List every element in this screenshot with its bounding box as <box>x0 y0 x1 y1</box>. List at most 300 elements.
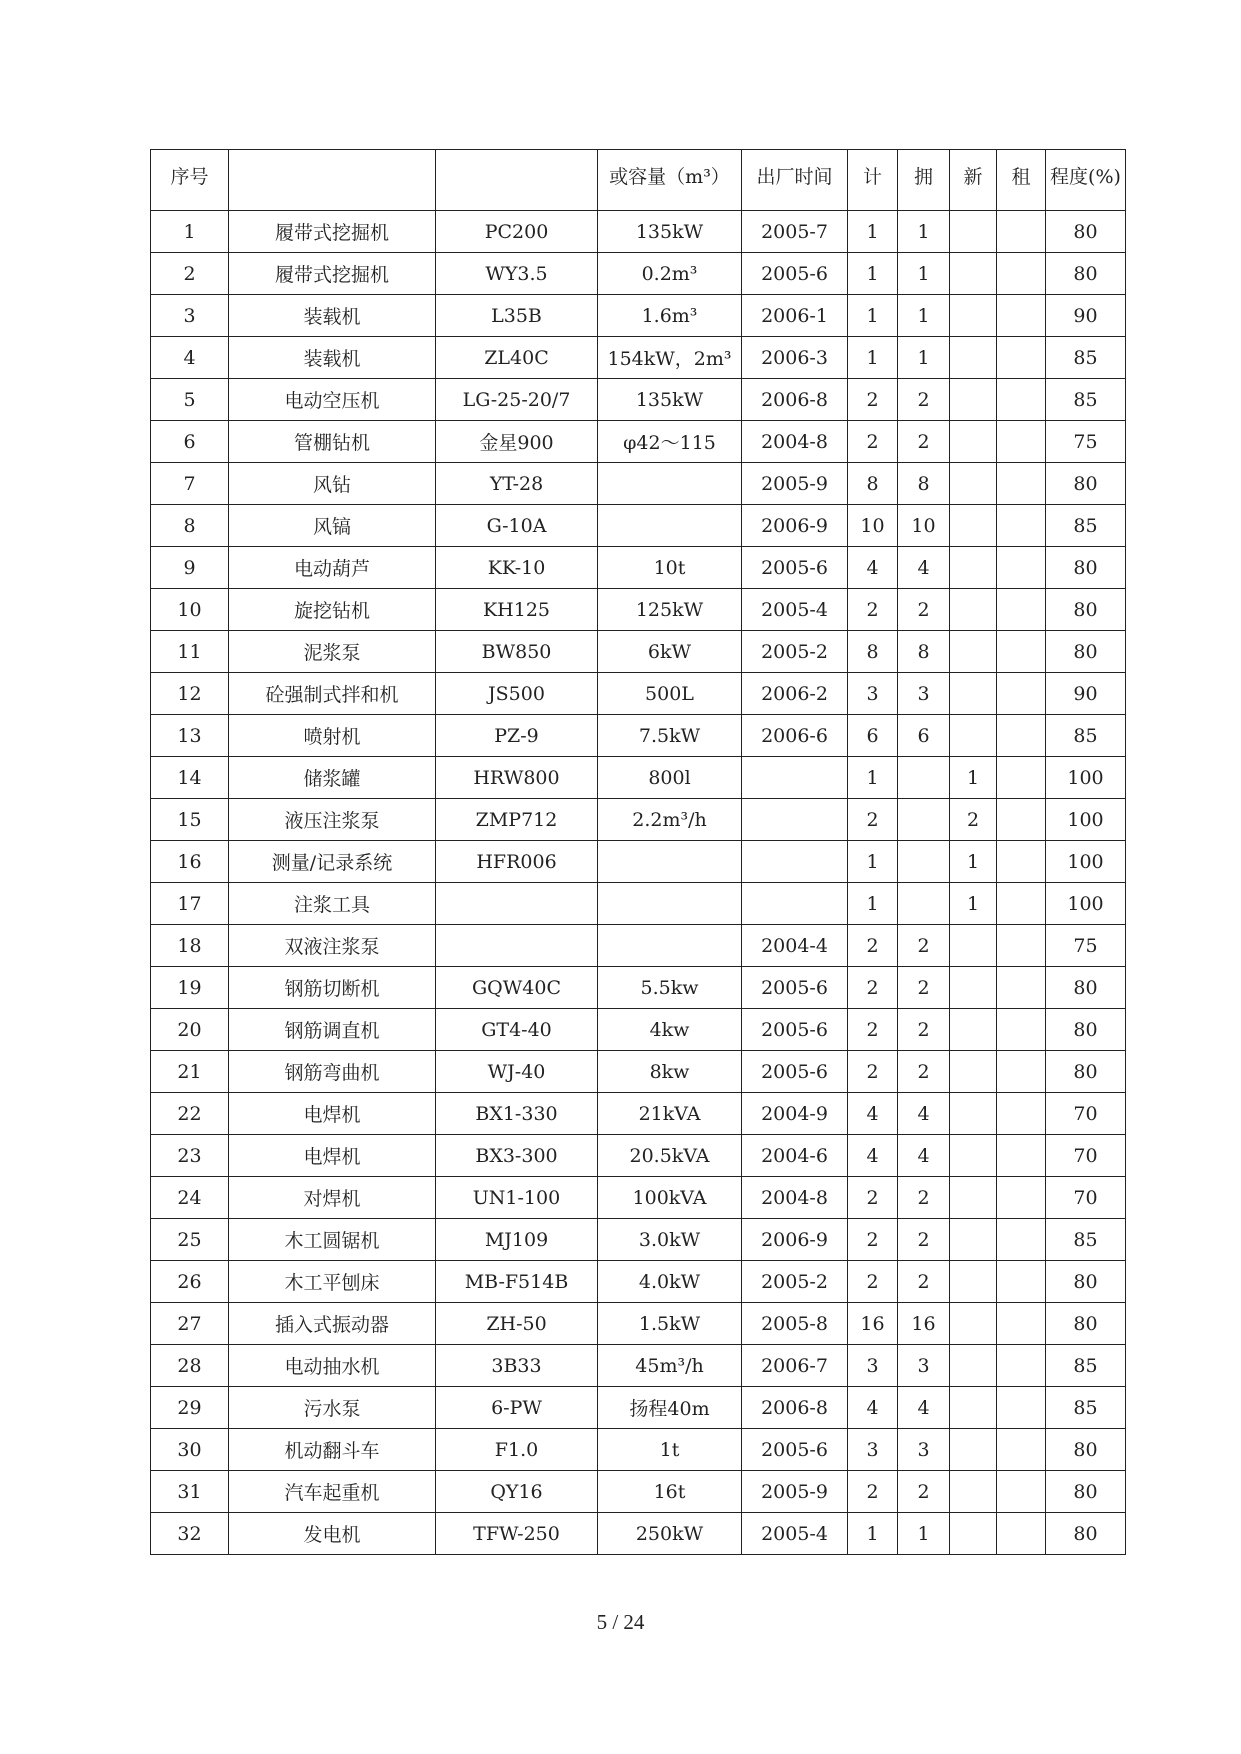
table-cell: 10 <box>848 505 898 547</box>
table-cell: 25 <box>151 1219 229 1261</box>
table-cell: 85 <box>1046 1387 1126 1429</box>
table-cell <box>742 799 848 841</box>
header-cell: 计 <box>848 150 898 211</box>
table-cell: 1 <box>898 253 950 295</box>
header-cell: 或容量（m³） <box>598 150 742 211</box>
table-cell <box>997 925 1046 967</box>
table-cell: BX3-300 <box>436 1135 598 1177</box>
table-cell: 5.5kw <box>598 967 742 1009</box>
table-cell: 2006-9 <box>742 1219 848 1261</box>
table-cell <box>997 211 1046 253</box>
table-cell: 2005-4 <box>742 1513 848 1555</box>
table-cell <box>950 1303 997 1345</box>
table-cell <box>997 1513 1046 1555</box>
header-cell: 出厂时间 <box>742 150 848 211</box>
table-cell: 10 <box>898 505 950 547</box>
table-cell: 汽车起重机 <box>229 1471 436 1513</box>
table-cell: 6 <box>848 715 898 757</box>
table-cell: 1 <box>950 841 997 883</box>
table-cell: 1 <box>898 211 950 253</box>
table-cell: 4 <box>848 1093 898 1135</box>
table-cell: 80 <box>1046 589 1126 631</box>
table-cell: 2 <box>898 1177 950 1219</box>
table-cell: 250kW <box>598 1513 742 1555</box>
table-cell: 5 <box>151 379 229 421</box>
table-cell <box>598 463 742 505</box>
table-cell <box>950 673 997 715</box>
table-cell: 23 <box>151 1135 229 1177</box>
table-cell: 砼强制式拌和机 <box>229 673 436 715</box>
table-cell <box>898 883 950 925</box>
table-cell: 1 <box>848 211 898 253</box>
table-cell: 4 <box>898 1135 950 1177</box>
table-cell: 注浆工具 <box>229 883 436 925</box>
table-cell: ZMP712 <box>436 799 598 841</box>
table-cell: 90 <box>1046 673 1126 715</box>
table-cell: 80 <box>1046 547 1126 589</box>
table-cell: 80 <box>1046 1471 1126 1513</box>
table-cell: 80 <box>1046 253 1126 295</box>
table-cell: 2 <box>898 1471 950 1513</box>
table-cell: 履带式挖掘机 <box>229 211 436 253</box>
table-cell: 2005-6 <box>742 547 848 589</box>
table-cell: 800l <box>598 757 742 799</box>
table-cell: 80 <box>1046 1429 1126 1471</box>
table-cell: 2004-6 <box>742 1135 848 1177</box>
table-cell <box>598 505 742 547</box>
header-cell: 序号 <box>151 150 229 211</box>
table-cell: 4 <box>848 547 898 589</box>
table-row <box>151 1261 1126 1303</box>
table-cell: 钢筋调直机 <box>229 1009 436 1051</box>
table-cell: 2 <box>898 589 950 631</box>
table-cell <box>997 757 1046 799</box>
table-cell: 测量/记录系统 <box>229 841 436 883</box>
table-cell: 履带式挖掘机 <box>229 253 436 295</box>
table-body <box>151 211 1126 1555</box>
header-cell <box>436 150 598 211</box>
table-cell: 2 <box>898 1051 950 1093</box>
table-cell <box>950 1387 997 1429</box>
table-cell: 2 <box>848 589 898 631</box>
table-cell <box>997 1135 1046 1177</box>
table-cell: 1 <box>848 337 898 379</box>
table-cell: 4.0kW <box>598 1261 742 1303</box>
table-cell: QY16 <box>436 1471 598 1513</box>
table-cell <box>997 421 1046 463</box>
table-cell: 2005-2 <box>742 1261 848 1303</box>
table-cell <box>436 883 598 925</box>
table-cell <box>898 799 950 841</box>
table-cell: 6kW <box>598 631 742 673</box>
table-cell: 1.5kW <box>598 1303 742 1345</box>
table-cell: 500L <box>598 673 742 715</box>
table-cell: 80 <box>1046 211 1126 253</box>
table-row <box>151 505 1126 547</box>
table-cell: UN1-100 <box>436 1177 598 1219</box>
table-cell: 风镐 <box>229 505 436 547</box>
table-cell: 2 <box>848 799 898 841</box>
table-cell: 1t <box>598 1429 742 1471</box>
table-cell: 电焊机 <box>229 1093 436 1135</box>
table-cell <box>950 463 997 505</box>
table-cell: 85 <box>1046 505 1126 547</box>
table-cell: 4 <box>848 1387 898 1429</box>
table-cell <box>997 505 1046 547</box>
table-cell <box>950 379 997 421</box>
table-cell: 2006-8 <box>742 1387 848 1429</box>
table-row <box>151 589 1126 631</box>
table-cell: 12 <box>151 673 229 715</box>
table-cell: 储浆罐 <box>229 757 436 799</box>
table-cell: 2004-9 <box>742 1093 848 1135</box>
table-row <box>151 799 1126 841</box>
table-cell: 2 <box>950 799 997 841</box>
table-cell <box>436 925 598 967</box>
table-cell: 2 <box>848 1177 898 1219</box>
table-cell: 泥浆泵 <box>229 631 436 673</box>
table-cell: 30 <box>151 1429 229 1471</box>
table-cell: 3 <box>848 673 898 715</box>
table-cell <box>997 1387 1046 1429</box>
table-cell: 4 <box>898 1093 950 1135</box>
table-cell <box>742 841 848 883</box>
table-row <box>151 211 1126 253</box>
table-cell: 100 <box>1046 841 1126 883</box>
table-cell: 2 <box>848 1219 898 1261</box>
table-cell: 1 <box>898 337 950 379</box>
table-cell <box>997 1177 1046 1219</box>
table-cell <box>997 1345 1046 1387</box>
table-cell: WY3.5 <box>436 253 598 295</box>
table-cell: 2004-4 <box>742 925 848 967</box>
table-cell <box>997 253 1046 295</box>
table-cell: φ42～115 <box>598 421 742 463</box>
table-cell: 2 <box>848 1051 898 1093</box>
table-cell: 2004-8 <box>742 421 848 463</box>
table-cell <box>997 337 1046 379</box>
table-cell: 装载机 <box>229 337 436 379</box>
table-cell: 4 <box>898 1387 950 1429</box>
table-cell: 10t <box>598 547 742 589</box>
table-cell <box>950 589 997 631</box>
table-cell: 154kW，2m³ <box>598 337 742 379</box>
header-cell: 新 <box>950 150 997 211</box>
table-cell: 13 <box>151 715 229 757</box>
table-cell: PC200 <box>436 211 598 253</box>
table-row <box>151 1219 1126 1261</box>
table-cell <box>598 883 742 925</box>
table-cell: 污水泵 <box>229 1387 436 1429</box>
table-cell: 4 <box>898 547 950 589</box>
table-cell <box>997 1051 1046 1093</box>
page-number: 5 / 24 <box>596 1610 645 1634</box>
table-cell: 85 <box>1046 337 1126 379</box>
table-cell: HFR006 <box>436 841 598 883</box>
table-cell: 3B33 <box>436 1345 598 1387</box>
table-cell: 2 <box>898 925 950 967</box>
table-cell: 电动葫芦 <box>229 547 436 589</box>
table-cell: 100 <box>1046 883 1126 925</box>
table-cell: 2005-6 <box>742 967 848 1009</box>
table-row <box>151 1387 1126 1429</box>
table-cell: 80 <box>1046 1261 1126 1303</box>
table-cell: 80 <box>1046 631 1126 673</box>
table-row <box>151 337 1126 379</box>
table-cell: 2006-1 <box>742 295 848 337</box>
table-row <box>151 1009 1126 1051</box>
table-cell: 75 <box>1046 421 1126 463</box>
table-cell <box>997 463 1046 505</box>
table-cell: 100 <box>1046 757 1126 799</box>
table-cell: 8 <box>848 463 898 505</box>
table-cell <box>950 1471 997 1513</box>
table-cell <box>997 1303 1046 1345</box>
table-cell: 21 <box>151 1051 229 1093</box>
table-cell: 2005-6 <box>742 1429 848 1471</box>
table-cell <box>898 841 950 883</box>
table-row <box>151 673 1126 715</box>
table-cell <box>950 547 997 589</box>
table-cell: 2 <box>898 1261 950 1303</box>
table-row <box>151 1051 1126 1093</box>
table-cell: 2005-4 <box>742 589 848 631</box>
table-cell: WJ-40 <box>436 1051 598 1093</box>
table-cell: 18 <box>151 925 229 967</box>
table-cell: 26 <box>151 1261 229 1303</box>
table-cell: 双液注浆泵 <box>229 925 436 967</box>
table-cell: 2005-6 <box>742 1051 848 1093</box>
table-cell <box>997 1429 1046 1471</box>
table-row <box>151 1471 1126 1513</box>
table-cell: 管棚钻机 <box>229 421 436 463</box>
table-cell: 16 <box>898 1303 950 1345</box>
table-cell <box>997 547 1046 589</box>
table-cell: 4kw <box>598 1009 742 1051</box>
table-cell: MB-F514B <box>436 1261 598 1303</box>
table-cell <box>950 1051 997 1093</box>
table-cell: 80 <box>1046 1051 1126 1093</box>
table-cell: BX1-330 <box>436 1093 598 1135</box>
table-cell: 2006-8 <box>742 379 848 421</box>
table-cell: 29 <box>151 1387 229 1429</box>
table-cell: 16 <box>848 1303 898 1345</box>
table-cell: MJ109 <box>436 1219 598 1261</box>
table-cell <box>997 967 1046 1009</box>
table-cell: 1 <box>950 757 997 799</box>
table-cell: 15 <box>151 799 229 841</box>
table-cell: 22 <box>151 1093 229 1135</box>
table-cell: GT4-40 <box>436 1009 598 1051</box>
table-cell: 135kW <box>598 379 742 421</box>
table-cell: 70 <box>1046 1135 1126 1177</box>
table-cell: 17 <box>151 883 229 925</box>
table-cell: 135kW <box>598 211 742 253</box>
table-cell: 2006-3 <box>742 337 848 379</box>
table-cell: 2006-2 <box>742 673 848 715</box>
table-cell <box>950 253 997 295</box>
header-cell: 拥 <box>898 150 950 211</box>
table-cell: 3 <box>848 1345 898 1387</box>
table-cell: 8 <box>898 463 950 505</box>
table-cell: 电动空压机 <box>229 379 436 421</box>
table-row <box>151 1177 1126 1219</box>
table-cell <box>950 337 997 379</box>
table-cell: 90 <box>1046 295 1126 337</box>
table-cell: 75 <box>1046 925 1126 967</box>
table-cell: 木工平刨床 <box>229 1261 436 1303</box>
table-cell: 2 <box>898 421 950 463</box>
table-cell <box>997 1219 1046 1261</box>
table-cell: 7 <box>151 463 229 505</box>
table-cell: 3 <box>151 295 229 337</box>
table-cell <box>950 1429 997 1471</box>
table-cell: 2006-6 <box>742 715 848 757</box>
table-cell: 85 <box>1046 1219 1126 1261</box>
table-cell: 1 <box>848 295 898 337</box>
table-cell: 喷射机 <box>229 715 436 757</box>
table-cell <box>997 883 1046 925</box>
table-row <box>151 841 1126 883</box>
table-cell <box>950 1093 997 1135</box>
table-cell: PZ-9 <box>436 715 598 757</box>
table-cell: 100 <box>1046 799 1126 841</box>
table-cell: HRW800 <box>436 757 598 799</box>
table-cell: 1 <box>848 883 898 925</box>
table-cell: 2 <box>848 925 898 967</box>
table-cell: 对焊机 <box>229 1177 436 1219</box>
table-cell: 80 <box>1046 1009 1126 1051</box>
table-cell: 19 <box>151 967 229 1009</box>
table-row <box>151 1429 1126 1471</box>
table-cell <box>997 379 1046 421</box>
table-row <box>151 1135 1126 1177</box>
table-row <box>151 925 1126 967</box>
table-cell: GQW40C <box>436 967 598 1009</box>
table-row <box>151 379 1126 421</box>
table-cell: 2 <box>848 421 898 463</box>
table-cell: 装载机 <box>229 295 436 337</box>
table-cell: 2005-7 <box>742 211 848 253</box>
table-cell: 8 <box>898 631 950 673</box>
table-cell: 2 <box>848 1009 898 1051</box>
table-cell: KH125 <box>436 589 598 631</box>
table-cell <box>950 505 997 547</box>
table-cell: TFW-250 <box>436 1513 598 1555</box>
table-cell: 8kw <box>598 1051 742 1093</box>
table-cell: 金星900 <box>436 421 598 463</box>
table-cell <box>997 1261 1046 1303</box>
table-cell: 木工圆锯机 <box>229 1219 436 1261</box>
table-cell <box>997 589 1046 631</box>
table-cell: 2004-8 <box>742 1177 848 1219</box>
table-cell: 125kW <box>598 589 742 631</box>
table-cell: 2 <box>898 1219 950 1261</box>
header-cell: 租 <box>997 150 1046 211</box>
table-header-row <box>151 150 1126 211</box>
table-cell: 发电机 <box>229 1513 436 1555</box>
table-cell: 2006-9 <box>742 505 848 547</box>
table-cell: 11 <box>151 631 229 673</box>
table-cell: 9 <box>151 547 229 589</box>
table-cell: 机动翻斗车 <box>229 1429 436 1471</box>
table-cell: F1.0 <box>436 1429 598 1471</box>
table-cell: 3.0kW <box>598 1219 742 1261</box>
table-cell: 85 <box>1046 1345 1126 1387</box>
table-row <box>151 547 1126 589</box>
table-cell: 2 <box>898 379 950 421</box>
table-cell: 3 <box>898 673 950 715</box>
table-row <box>151 967 1126 1009</box>
table-cell: 28 <box>151 1345 229 1387</box>
table-cell: YT-28 <box>436 463 598 505</box>
table-cell <box>950 631 997 673</box>
table-cell: 1 <box>151 211 229 253</box>
table-cell <box>898 757 950 799</box>
table-cell: 2005-6 <box>742 253 848 295</box>
table-cell: 1 <box>848 841 898 883</box>
equipment-table <box>150 149 1126 1555</box>
table-cell: 0.2m³ <box>598 253 742 295</box>
table-cell: 45m³/h <box>598 1345 742 1387</box>
table-cell <box>950 1177 997 1219</box>
table-cell: 2005-9 <box>742 463 848 505</box>
table-cell <box>997 295 1046 337</box>
table-cell: 扬程40m <box>598 1387 742 1429</box>
table-cell: ZL40C <box>436 337 598 379</box>
table-cell: 1 <box>898 1513 950 1555</box>
table-cell: 钢筋切断机 <box>229 967 436 1009</box>
header-cell <box>229 150 436 211</box>
table-cell: 2 <box>848 379 898 421</box>
table-cell: 2006-7 <box>742 1345 848 1387</box>
table-cell: 4 <box>151 337 229 379</box>
table-cell: 1.6m³ <box>598 295 742 337</box>
table-cell <box>950 421 997 463</box>
table-row <box>151 1093 1126 1135</box>
table-cell: 16t <box>598 1471 742 1513</box>
table-cell: 2 <box>848 1261 898 1303</box>
table-cell: G-10A <box>436 505 598 547</box>
table-row <box>151 757 1126 799</box>
table-cell: 80 <box>1046 1513 1126 1555</box>
table-cell <box>997 841 1046 883</box>
table-cell: 1 <box>848 757 898 799</box>
table-cell: 8 <box>151 505 229 547</box>
table-cell: 20.5kVA <box>598 1135 742 1177</box>
table-cell: 80 <box>1046 967 1126 1009</box>
table-cell: 3 <box>898 1429 950 1471</box>
table-cell: 85 <box>1046 379 1126 421</box>
table-cell <box>950 211 997 253</box>
table-row <box>151 463 1126 505</box>
table-cell: 2005-6 <box>742 1009 848 1051</box>
table-cell: 16 <box>151 841 229 883</box>
table-cell: 3 <box>898 1345 950 1387</box>
table-cell: 2 <box>848 967 898 1009</box>
table-cell: 2.2m³/h <box>598 799 742 841</box>
table-cell: 2 <box>898 1009 950 1051</box>
table-cell <box>950 967 997 1009</box>
table-cell: 2005-8 <box>742 1303 848 1345</box>
table-cell: 风钻 <box>229 463 436 505</box>
table-cell: 31 <box>151 1471 229 1513</box>
table-cell <box>950 295 997 337</box>
table-row <box>151 253 1126 295</box>
table-cell: LG-25-20/7 <box>436 379 598 421</box>
table-cell: 6 <box>898 715 950 757</box>
table-cell <box>997 1471 1046 1513</box>
